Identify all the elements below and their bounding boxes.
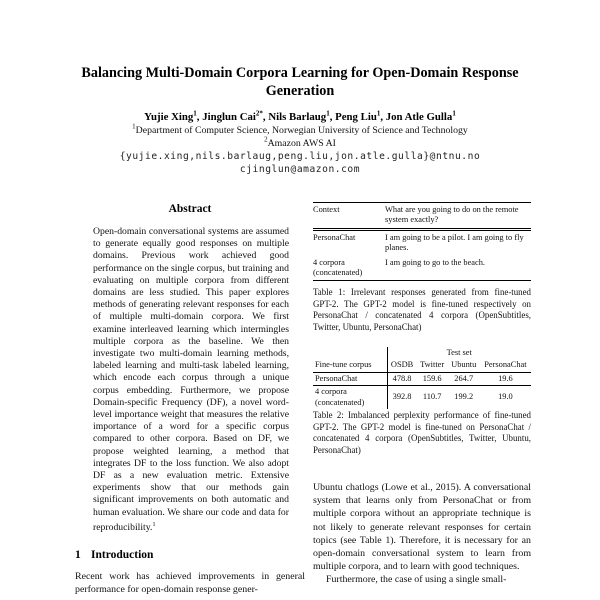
table-1 xyxy=(313,202,531,281)
affiliation-2: $^2$Amazon AWS AI xyxy=(264,135,336,149)
table-row: Context What are you going to do on the remote system exactly? xyxy=(313,203,531,230)
right-column xyxy=(313,197,531,600)
table-group-header: Test set xyxy=(446,348,472,357)
table-2 xyxy=(313,347,531,409)
body-paragraph-1: Ubuntu chatlogs (Lowe et al., 2015). A conversational system that learns only from PersonaChat or from multiple corpora without an appropriate technique is not likely to generate relevant responses for certain topics (see Table 1). Therefore, it is necessary for an open-domain conversational system to learn from multiple corpora, and to learn with good techniques. xyxy=(313,482,531,573)
footnote-marker: 1 xyxy=(152,520,156,528)
intro-paragraph: Recent work has achieved improvements in general performance for open-domain response gener- xyxy=(75,571,305,596)
body-paragraph-2: Furthermore, the case of using a single small- xyxy=(326,574,507,586)
table-group-header-row xyxy=(313,347,531,359)
author-line xyxy=(62,111,538,123)
author: Jinglun Cai$^{2*}$, xyxy=(202,109,269,123)
email-line-2: cjinglun@amazon.com xyxy=(239,163,361,175)
left-column xyxy=(75,203,305,600)
paper-title: Balancing Multi-Domain Corpora Learning for Open-Domain Response Generation xyxy=(81,65,519,100)
table-row: 4 corpora (concatenated) I am going to go to the beach. xyxy=(313,257,486,278)
affiliation-1: $^1$Department of Computer Science, Norwegian University of Science and Technology xyxy=(132,122,468,136)
author: Nils Barlaug$^1$, xyxy=(268,109,336,123)
author: Peng Liu$^1$, xyxy=(335,109,386,123)
section-title: Introduction xyxy=(91,549,154,561)
abstract-text: Open-domain conversational systems are assumed to generate equally good responses on multiple domains. Previous work achieved good performance on the single corpus, but training and evaluating on multiple corpora from different domains are less studied. This paper explores methods of generating relevant responses for each of multiple multi-domain corpora. We first examine interleaved learning which intermingles multiple corpora as the baseline. We then investigate two multi-domain learning methods, labeled learning and multi-task labeled learning, which encode each corpus through a unique corpus embedding. Furthermore, we propose Domain-specific Frequency (DF), a novel word-level importance weight that measures the relative importance of a word for a specific corpus compared to other corpora. Based on DF, we propose weighted learning, a method that integrates DF to the loss function. We also adopt DF as a new evaluation metric. Extensive experiments show that our methods gain significant improvements on both automatic and human evaluation. We share our code and data for reproducibility.$^1$ xyxy=(93,226,289,534)
author: Jon Atle Gulla$^1$ xyxy=(385,109,456,123)
author: Yujie Xing$^1$, xyxy=(144,109,203,123)
introduction-section xyxy=(75,549,305,596)
body-text xyxy=(313,481,531,587)
table-header-row: Fine-tune corpus OSDB Twitter Ubuntu PersonaChat xyxy=(313,359,531,372)
table-row: 4 corpora (concatenated) 392.8 110.7 199.2 19.0 xyxy=(313,386,531,409)
paper-header xyxy=(62,64,538,175)
section-heading-introduction xyxy=(75,549,305,561)
email-line-1: {yujie.xing,nils.barlaug,peng.liu,jon.atle.gulla}@ntnu.no xyxy=(119,150,481,162)
table-2-caption: Table 2: Imbalanced perplexity performance of fine-tuned GPT-2. The GPT-2 model is fine-tuned on PersonaChat / concatenated 4 corpora (OpenSubtitles, Twitter, Ubuntu, PersonaChat) xyxy=(313,410,531,455)
section-number: 1 xyxy=(75,549,81,561)
table-row: PersonaChat 478.8 159.6 264.7 19.6 xyxy=(313,372,531,385)
table-row: PersonaChat I am going to be a pilot. I am going to fly planes. xyxy=(313,232,524,253)
abstract-heading: Abstract xyxy=(168,203,212,215)
table-1-caption: Table 1: Irrelevant responses generated from fine-tuned GPT-2. The GPT-2 model is fine-tuned respectively on PersonaChat / concatenated 4 corpora (OpenSubtitles, Twitter, Ubuntu, PersonaChat) xyxy=(313,287,531,332)
